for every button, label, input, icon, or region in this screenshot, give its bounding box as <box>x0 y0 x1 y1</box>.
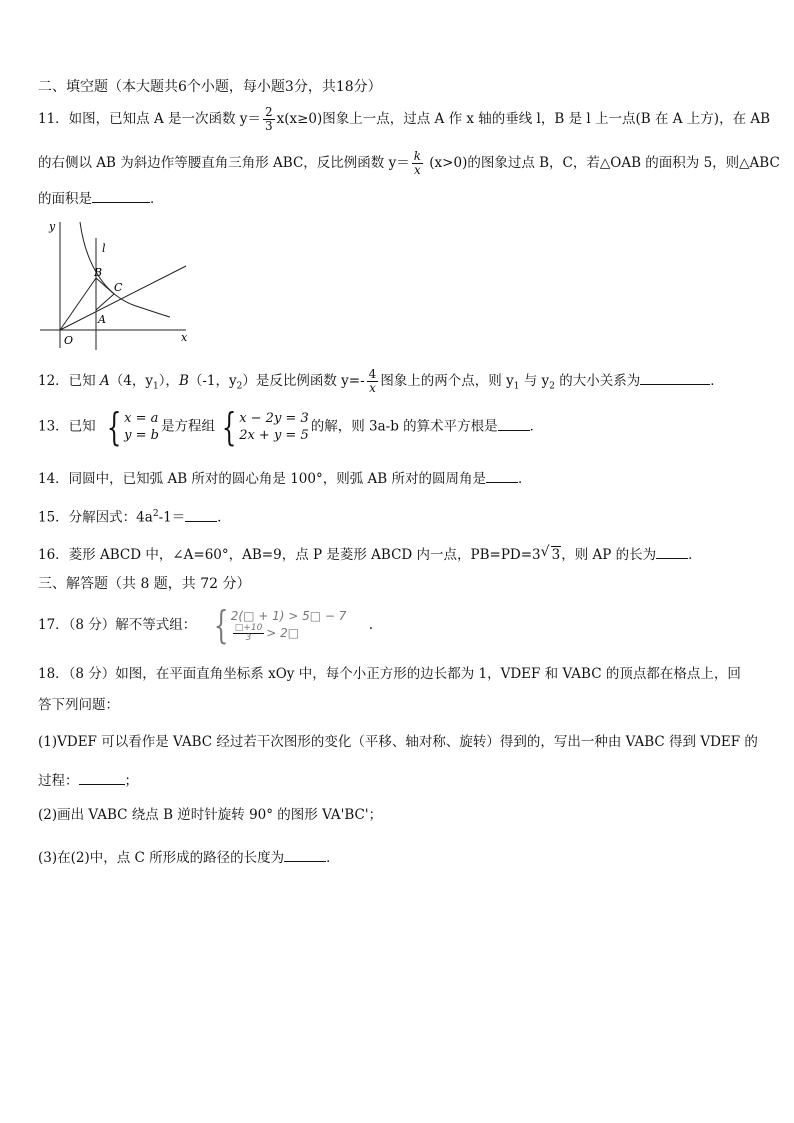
q13-answer-blank[interactable] <box>498 416 530 431</box>
q17-r2-num: □+10 <box>234 622 263 633</box>
q11-line3 <box>38 188 164 208</box>
q18-line1: 18．（8 分）如图，在平面直角坐标系 xOy 中，每个小正方形的边长都为 1，VDEF 和 VABC 的顶点都在格点上，回 <box>38 666 741 682</box>
q18-line5: (2)画出 VABC 绕点 B 逆时针旋转 90° 的图形 VA'BC'； <box>38 807 383 823</box>
q13-text-c: 的解，则 3a-b 的算术平方根是 <box>310 418 498 435</box>
q11-k-den: x <box>413 163 421 177</box>
q12-answer-blank[interactable] <box>640 370 710 385</box>
section-2-title: 二、填空题（本大题共6个小题，每小题3分，共18分） <box>38 79 382 95</box>
q11-frac-den: 3 <box>264 119 273 133</box>
q12-text-i: 的大小关系为 <box>554 373 641 389</box>
q18-text-l6: (3)在(2)中，点 C 所形成的路径的长度为 <box>38 850 285 866</box>
q17-r2-den: 3 <box>245 632 252 643</box>
q17-end: . <box>368 617 374 633</box>
q11-k-num: k <box>413 149 421 163</box>
q12-text-g: 图象上的两个点，则 y <box>380 373 514 389</box>
label-o: O <box>64 334 74 347</box>
q14-line <box>38 468 532 488</box>
q12-sub1: 1 <box>152 381 159 392</box>
q15-answer-blank[interactable] <box>185 507 217 522</box>
q14-end: ． <box>518 471 532 487</box>
q11-text-e: 的面积是 <box>38 191 92 207</box>
q12-end: ． <box>710 373 724 389</box>
q13-s1-row2: y = b <box>124 428 159 443</box>
q16-end: ． <box>688 547 702 563</box>
q12-text-d: （-1，y <box>188 373 237 389</box>
q16-line <box>38 544 702 564</box>
q13-text-b: 是方程组 <box>161 418 215 435</box>
q12-sub2: 2 <box>236 381 243 392</box>
label-c: C <box>114 281 123 294</box>
q11-line2 <box>38 150 780 177</box>
q14-answer-blank[interactable] <box>486 468 518 483</box>
label-x: x <box>181 331 188 344</box>
q11-fraction <box>263 106 275 133</box>
q18-text-l4: 过程： <box>38 773 79 789</box>
q12-frac-den: x <box>369 381 376 395</box>
q17-line <box>38 603 374 647</box>
q16-sqrt: √ 3 <box>540 544 561 563</box>
q17-system <box>209 603 347 647</box>
linear-function-line <box>60 266 186 330</box>
q16-text-a: 16．菱形 ABCD 中，∠A=60°，AB=9，点 P 是菱形 ABCD 内一点，PB=PD=3 <box>38 547 541 563</box>
q18-answer-blank-2[interactable] <box>284 847 326 862</box>
label-b: B <box>94 266 103 279</box>
q14-text: 14．同圆中，已知弧 AB 所对的圆心角是 100°，则弧 AB 所对的圆周角是 <box>38 471 486 487</box>
q15-end: ． <box>217 509 231 526</box>
q17-brace: { <box>213 603 228 647</box>
q17-row1: 2(□ + 1) > 5□ − 7 <box>230 608 347 623</box>
q13-brace-1: { <box>106 405 122 449</box>
q18-line6 <box>38 847 340 867</box>
q13-brace-2: { <box>221 405 237 449</box>
q11-line1 <box>38 106 770 133</box>
q11-text-b: x(x≥0)图象上一点，过点 A 作 x 轴的垂线 l，B 是 l 上一点(B 在 A 上方)，在 AB <box>276 111 771 127</box>
q13-text-a: 13．已知 <box>38 418 96 435</box>
label-y: y <box>49 220 56 233</box>
triangle-abc <box>96 278 114 310</box>
q18-l6-end: ． <box>326 850 340 866</box>
q18-line2: 答下列问题： <box>38 697 119 713</box>
q11-text-d: (x>0)的图象过点 B，C，若△OAB 的面积为 5，则△ABC <box>425 155 780 171</box>
q18-l4-end: ； <box>124 773 138 789</box>
q12-text-c: ）， <box>158 373 179 389</box>
q11-frac-num: 2 <box>264 105 273 119</box>
label-l: l <box>102 242 106 255</box>
q11-k-fraction <box>412 150 423 177</box>
label-a: A <box>98 313 106 326</box>
q12-sub4: 2 <box>549 381 555 392</box>
q12-sub3: 1 <box>513 381 520 392</box>
q13-system-2 <box>217 405 309 449</box>
q18-line4 <box>38 770 138 790</box>
q12-frac-num: 4 <box>368 367 377 381</box>
q15-line <box>38 505 231 527</box>
q16-radicand: 3 <box>551 547 561 563</box>
q12-point-b: B <box>178 373 189 389</box>
q18-line3: (1)VDEF 可以看作是 VABC 经过若干次图形的变化（平移、轴对称、旋转）得到的，写出一种由 VABC 得到 VDEF 的 <box>38 734 758 750</box>
q12-text-h: 与 y <box>519 373 550 389</box>
q15-text-a: 15．分解因式：4a <box>38 509 153 526</box>
segment-ob <box>60 278 96 330</box>
q16-answer-blank[interactable] <box>656 544 688 559</box>
q11-figure <box>36 216 196 350</box>
section-3-title: 三、解答题（共 8 题，共 72 分） <box>38 576 251 592</box>
q11-end: ． <box>150 191 164 207</box>
q15-sup: 2 <box>152 509 159 519</box>
q18-answer-blank-1[interactable] <box>79 770 125 785</box>
q17-r2-rest: > 2□ <box>266 625 300 640</box>
q12-text-a: 12．已知 <box>38 373 100 389</box>
q12-line <box>38 368 724 396</box>
q16-text-b: ，则 AP 的长为 <box>561 547 657 563</box>
q15-text-b: -1＝ <box>158 509 186 526</box>
q11-text-c: 的右侧以 AB 为斜边作等腰直角三角形 ABC，反比例函数 y＝ <box>38 155 410 171</box>
q13-system-1 <box>102 405 159 449</box>
q11-text-a: 11．如图，已知点 A 是一次函数 y＝ <box>38 111 261 127</box>
q12-text-e: ）是反比例函数 y=- <box>242 373 365 389</box>
q11-answer-blank[interactable] <box>92 188 150 203</box>
q17-label: 17．（8 分）解不等式组： <box>38 617 197 633</box>
q12-fraction <box>367 368 379 395</box>
q12-point-a: A <box>99 373 110 389</box>
q13-s1-row1: x = a <box>124 411 159 426</box>
q13-line <box>38 405 544 449</box>
q12-text-b: （4，y <box>109 373 153 389</box>
q13-s2-row1: x − 2y = 3 <box>239 411 309 426</box>
q13-s2-row2: 2x + y = 5 <box>239 428 309 443</box>
q13-end: ． <box>529 418 544 435</box>
